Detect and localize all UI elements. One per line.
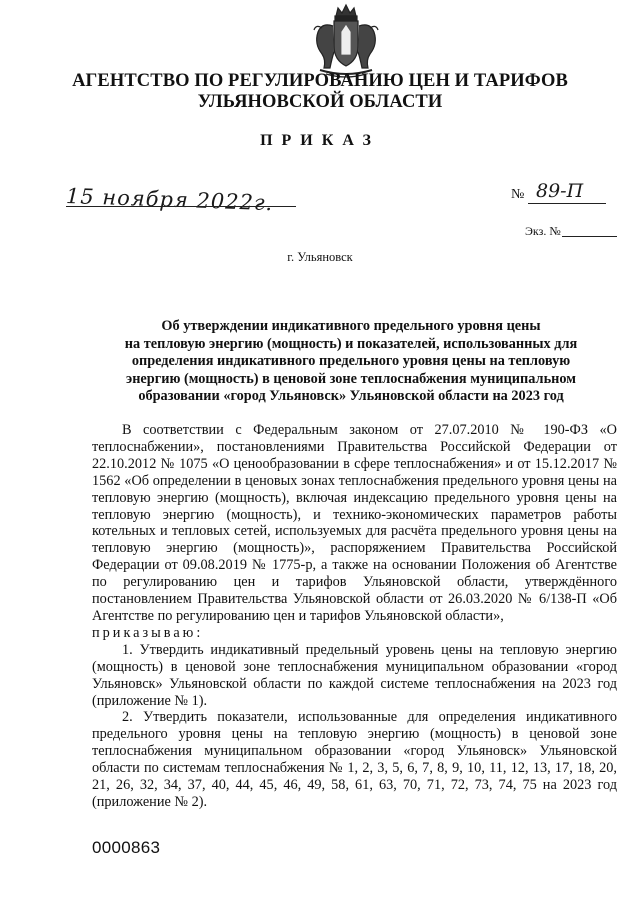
preamble-paragraph: В соответствии с Федеральным законом от 27.07.2010 № 190-ФЗ «О теплоснабжении», постановлениями Правительства Российской Федерации от 22.10.2012 № 1075 «О ценообразовании в сфере теплоснабжения» и от 15.12.2017 № 1562 «Об определении в ценовых зонах теплоснабжения предельного уровня цены на тепловую энергию (мощность), включая индексацию предельного уровня цены на тепловую энергию (мощность), и технико-экономических параметров работы котельных и тепловых сетей, используемых для расчёта предельного уровня цены на тепловую энергию (мощность)», распоряжением Правительства Российской Федерации от 09.08.2019 № 1775-р, а также на основании Положения об Агентстве по регулированию цен и тарифов Ульяновской области, утверждённого постановлением Правительства Ульяновской области от 26.03.2020 № 6/138-П «Об Агентстве по регулированию цен и тарифов Ульяновской области», (92, 422, 617, 624)
agency-name-line-2: УЛЬЯНОВСКОЙ ОБЛАСТИ (197, 92, 443, 112)
order-title: ПРИКАЗ (260, 132, 380, 149)
copy-number-underline (562, 236, 617, 237)
order-number-handwritten: 89-П (536, 180, 584, 202)
heading-line: определения индикативного предельного уровня цены на тепловую (131, 353, 571, 369)
item-2-paragraph: 2. Утвердить показатели, использованные для определения индикативного предельного уровня цены на тепловую энергию (мощность) в ценовой зоне теплоснабжения муниципальном образовании «город Ульяновск» Ульяновской области по системам теплоснабжения № 1, 2, 3, 5, 6, 7, 8, 9, 10, 11, 12, 13, 17, 18, 20, 21, 26, 32, 34, 37, 40, 44, 45, 46, 49, 58, 61, 63, 70, 71, 72, 73, 74, 75 на 2023 год (приложение № 2). (92, 709, 617, 810)
order-number-label: № (511, 187, 525, 202)
heading-line: Об утверждении индикативного предельного уровня цены (161, 318, 541, 334)
date-underline (66, 206, 296, 207)
number-underline (528, 203, 606, 204)
heading-line: энергию (мощность) в ценовой зоне теплоснабжения муниципальном (126, 370, 576, 387)
document-heading (86, 318, 616, 406)
order-date-handwritten: 15 ноября 2022г. (65, 184, 274, 216)
document-body (92, 422, 617, 811)
item-1-paragraph: 1. Утвердить индикативный предельный уровень цены на тепловую энергию (мощность) в ценовой зоне теплоснабжения муниципальном образовании «город Ульяновск» Ульяновской области по каждой системе теплоснабжения на 2023 год (приложение № 1). (92, 641, 617, 709)
prikazyvayu-line: приказываю: (92, 624, 204, 641)
serial-number: 0000863 (92, 838, 161, 857)
agency-name (60, 71, 580, 113)
heading-line: образовании «город Ульяновск» Ульяновской области на 2023 год (138, 388, 564, 404)
coat-of-arms-icon (304, 2, 388, 80)
copy-number-label: Экз. № (525, 224, 561, 238)
heading-line: на тепловую энергию (мощность) и показателей, использованных для (124, 335, 578, 352)
city: г. Ульяновск (287, 250, 353, 264)
agency-name-line-1: АГЕНТСТВО ПО РЕГУЛИРОВАНИЮ ЦЕН И ТАРИФОВ (72, 71, 568, 91)
